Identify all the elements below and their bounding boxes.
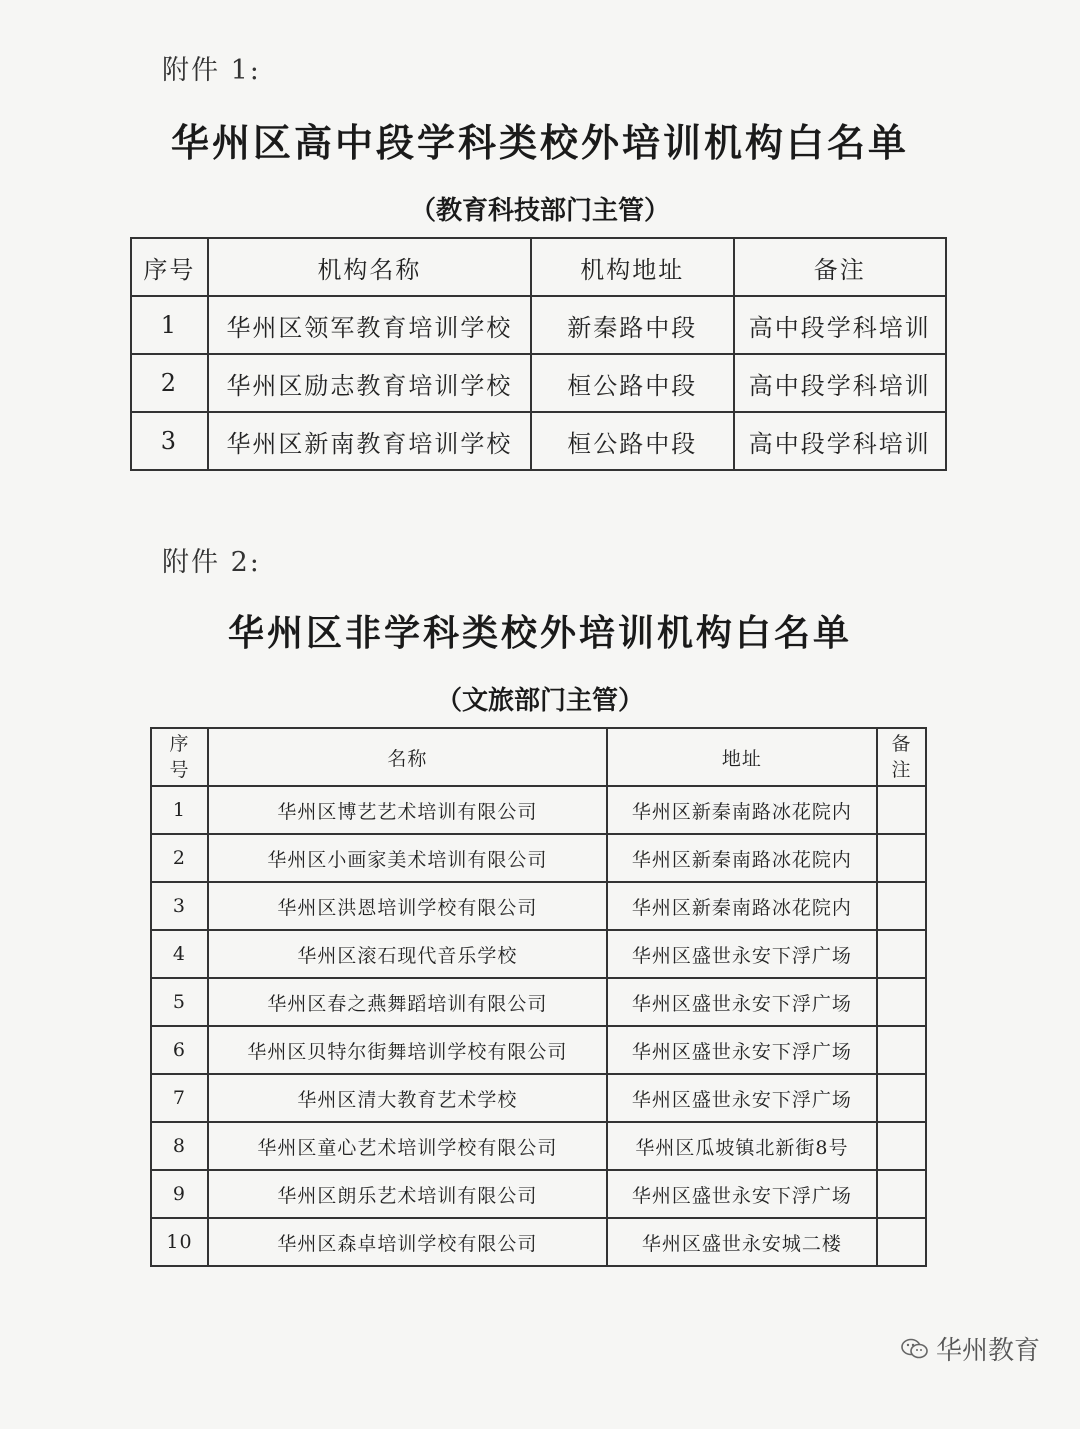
cell-name: 华州区童心艺术培训学校有限公司 <box>208 1122 607 1170</box>
cell-index: 9 <box>151 1170 208 1218</box>
cell-index: 1 <box>131 296 208 354</box>
whitelist-1-subtitle: （教育科技部门主管） <box>409 196 670 226</box>
cell-remark <box>877 1170 926 1218</box>
cell-name: 华州区清大教育艺术学校 <box>208 1074 607 1122</box>
header-address: 机构地址 <box>531 238 734 296</box>
table-row <box>131 296 946 354</box>
table-row <box>151 786 926 834</box>
cell-address: 新秦路中段 <box>531 296 734 354</box>
cell-name: 华州区励志教育培训学校 <box>208 354 531 412</box>
cell-index: 8 <box>151 1122 208 1170</box>
table-row <box>151 1074 926 1122</box>
cell-name: 华州区滚石现代音乐学校 <box>208 930 607 978</box>
cell-address: 华州区盛世永安下浮广场 <box>607 1074 877 1122</box>
cell-index: 5 <box>151 978 208 1026</box>
cell-remark <box>877 978 926 1026</box>
cell-name: 华州区小画家美术培训有限公司 <box>208 834 607 882</box>
wechat-icon <box>900 1337 930 1361</box>
cell-remark <box>877 1122 926 1170</box>
cell-address: 桓公路中段 <box>531 354 734 412</box>
table-row <box>151 978 926 1026</box>
table-row <box>151 834 926 882</box>
table-row <box>151 882 926 930</box>
cell-name: 华州区博艺艺术培训有限公司 <box>208 786 607 834</box>
cell-index: 2 <box>131 354 208 412</box>
table-row <box>131 412 946 470</box>
header-address: 地址 <box>607 728 877 786</box>
attachment-1-label: 附件 1: <box>162 55 261 86</box>
cell-address: 华州区新秦南路冰花院内 <box>607 786 877 834</box>
cell-index: 6 <box>151 1026 208 1074</box>
table-header-row <box>131 238 946 296</box>
cell-index: 3 <box>131 412 208 470</box>
cell-address: 华州区新秦南路冰花院内 <box>607 834 877 882</box>
table-header-row <box>151 728 926 786</box>
cell-address: 华州区瓜坡镇北新街8号 <box>607 1122 877 1170</box>
cell-address: 华州区盛世永安下浮广场 <box>607 978 877 1026</box>
table-row <box>151 1170 926 1218</box>
attachment-2-label: 附件 2: <box>162 547 261 578</box>
cell-name: 华州区贝特尔街舞培训学校有限公司 <box>208 1026 607 1074</box>
cell-index: 4 <box>151 930 208 978</box>
table-row <box>151 1026 926 1074</box>
cell-remark <box>877 1026 926 1074</box>
header-index: 序号 <box>131 238 208 296</box>
table-row <box>151 1122 926 1170</box>
cell-remark: 高中段学科培训 <box>734 412 946 470</box>
whitelist-1-title: 华州区高中段学科类校外培训机构白名单 <box>170 121 909 165</box>
cell-name: 华州区森卓培训学校有限公司 <box>208 1218 607 1266</box>
cell-address: 华州区盛世永安下浮广场 <box>607 930 877 978</box>
watermark-text: 华州教育 <box>936 1336 1041 1366</box>
cell-remark <box>877 786 926 834</box>
cell-index: 7 <box>151 1074 208 1122</box>
cell-remark <box>877 930 926 978</box>
cell-address: 华州区盛世永安下浮广场 <box>607 1026 877 1074</box>
cell-address: 华州区新秦南路冰花院内 <box>607 882 877 930</box>
cell-name: 华州区朗乐艺术培训有限公司 <box>208 1170 607 1218</box>
header-remark: 备注 <box>877 728 926 786</box>
watermark <box>900 1330 1040 1367</box>
table-row <box>151 930 926 978</box>
header-index: 序号 <box>151 728 208 786</box>
cell-remark <box>877 882 926 930</box>
whitelist-2-title: 华州区非学科类校外培训机构白名单 <box>227 613 852 654</box>
cell-remark: 高中段学科培训 <box>734 296 946 354</box>
table-row <box>131 354 946 412</box>
cell-remark <box>877 834 926 882</box>
cell-index: 2 <box>151 834 208 882</box>
whitelist-2-table <box>150 727 927 1267</box>
header-name: 机构名称 <box>208 238 531 296</box>
cell-remark <box>877 1074 926 1122</box>
whitelist-1-table <box>130 237 947 471</box>
header-name: 名称 <box>208 728 607 786</box>
cell-name: 华州区领军教育培训学校 <box>208 296 531 354</box>
table-row <box>151 1218 926 1266</box>
cell-address: 桓公路中段 <box>531 412 734 470</box>
cell-name: 华州区洪恩培训学校有限公司 <box>208 882 607 930</box>
cell-remark: 高中段学科培训 <box>734 354 946 412</box>
cell-name: 华州区新南教育培训学校 <box>208 412 531 470</box>
cell-remark <box>877 1218 926 1266</box>
cell-index: 1 <box>151 786 208 834</box>
cell-address: 华州区盛世永安城二楼 <box>607 1218 877 1266</box>
cell-name: 华州区春之燕舞蹈培训有限公司 <box>208 978 607 1026</box>
cell-index: 10 <box>151 1218 208 1266</box>
cell-index: 3 <box>151 882 208 930</box>
cell-address: 华州区盛世永安下浮广场 <box>607 1170 877 1218</box>
whitelist-2-subtitle: （文旅部门主管） <box>435 686 644 716</box>
header-remark: 备注 <box>734 238 946 296</box>
